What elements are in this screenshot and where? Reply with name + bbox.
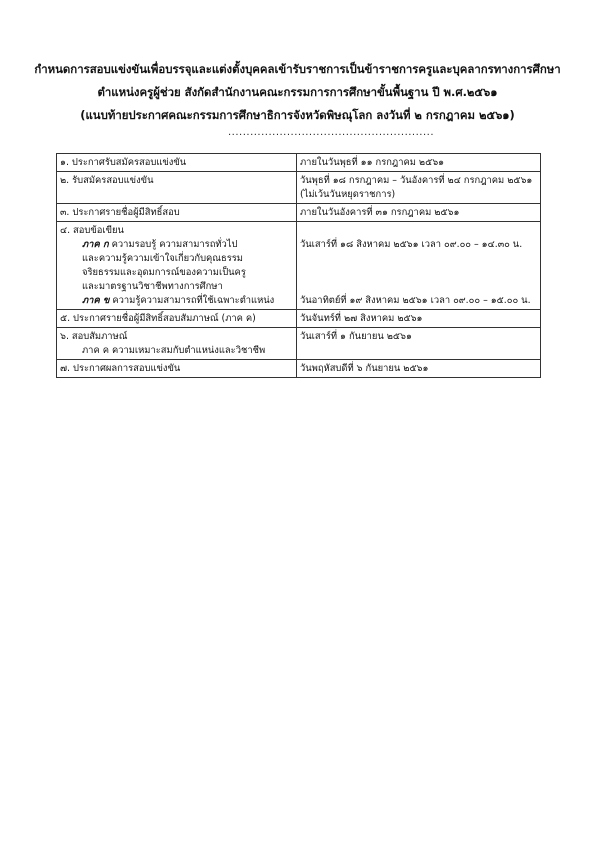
activity-cell: ๓. ประกาศรายชื่อผู้มีสิทธิ์สอบ: [57, 204, 297, 222]
activity-cell: ๒. รับสมัครสอบแข่งขัน: [57, 172, 297, 204]
header-line-1: กำหนดการสอบแข่งขันเพื่อบรรจุและแต่งตั้งบุคคลเข้ารับราชการเป็นข้าราชการครูและบุคลากรทางการศึกษา: [34, 62, 561, 76]
header-line-2: ตำแหน่งครูผู้ช่วย สังกัดสำนักงานคณะกรรมการการศึกษาขั้นพื้นฐาน ปี พ.ศ.๒๕๖๑: [97, 85, 498, 99]
activity-cell: ๗. ประกาศผลการสอบแข่งขัน: [57, 360, 297, 378]
part-a-line: และมาตรฐานวิชาชีพทางการศึกษา: [82, 281, 223, 292]
table-row: [57, 360, 541, 378]
part-a-text: ความรอบรู้ ความสามารถทั่วไป: [108, 239, 238, 250]
activity-cell: [57, 328, 297, 360]
activity-title: ๖. สอบสัมภาษณ์: [60, 331, 128, 342]
date-line: วันพุธที่ ๑๘ กรกฎาคม – วันอังคารที่ ๒๔ กรกฎาคม ๒๕๖๑: [300, 175, 533, 186]
table-row: [57, 154, 541, 172]
separator-dots: ........................................................: [228, 127, 435, 138]
part-a-line: จริยธรรมและอุดมการณ์ของความเป็นครู: [82, 267, 246, 278]
table-row: [57, 310, 541, 328]
table-row: [57, 172, 541, 204]
spacer: [300, 266, 537, 280]
date-cell: วันพฤหัสบดีที่ ๖ กันยายน ๒๕๖๑: [297, 360, 541, 378]
part-a-line: [60, 238, 293, 252]
schedule-table: [56, 153, 541, 378]
date-cell: ภายในวันพุธที่ ๑๑ กรกฎาคม ๒๕๖๑: [297, 154, 541, 172]
activity-cell: [57, 222, 297, 310]
table-row: [57, 222, 541, 310]
date-cell: ภายในวันอังคารที่ ๓๑ กรกฎาคม ๒๕๖๑: [297, 204, 541, 222]
part-b-line: [60, 294, 293, 308]
activity-title: ๔. สอบข้อเขียน: [60, 225, 124, 236]
spacer: [300, 224, 537, 238]
date-cell: [297, 172, 541, 204]
part-a-line: และความรู้ความเข้าใจเกี่ยวกับคุณธรรม: [82, 253, 243, 264]
spacer: [300, 280, 537, 294]
part-c-line: ภาค ค ความเหมาะสมกับตำแหน่งและวิชาชีพ: [82, 345, 266, 356]
table-row: [57, 204, 541, 222]
date-cell: [297, 222, 541, 310]
date-cell: วันเสาร์ที่ ๑ กันยายน ๒๕๖๑: [297, 328, 541, 360]
date-line: (ไม่เว้นวันหยุดราชการ): [300, 189, 396, 200]
part-b-label: ภาค ข: [82, 295, 110, 306]
date-cell: วันจันทร์ที่ ๒๗ สิงหาคม ๒๕๖๑: [297, 310, 541, 328]
header-line-3: (แนบท้ายประกาศคณะกรรมการศึกษาธิการจังหวัดพิษณุโลก ลงวันที่ ๒ กรกฎาคม ๒๕๖๑): [80, 108, 515, 122]
activity-cell: ๑. ประกาศรับสมัครสอบแข่งขัน: [57, 154, 297, 172]
part-a-label: ภาค ก: [82, 239, 109, 250]
table-row: [57, 328, 541, 360]
date-line: วันเสาร์ที่ ๑๘ สิงหาคม ๒๕๖๑ เวลา ๐๙.๐๐ – ๑๔.๓๐ น.: [300, 239, 523, 250]
activity-cell: ๕. ประกาศรายชื่อผู้มีสิทธิ์สอบสัมภาษณ์ (ภาค ค): [57, 310, 297, 328]
document-header: [0, 58, 595, 127]
date-line: วันอาทิตย์ที่ ๑๙ สิงหาคม ๒๕๖๑ เวลา ๐๙.๐๐ – ๑๕.๐๐ น.: [300, 295, 531, 306]
part-b-text: ความรู้ความสามารถที่ใช้เฉพาะตำแหน่ง: [109, 295, 275, 306]
spacer: [300, 252, 537, 266]
